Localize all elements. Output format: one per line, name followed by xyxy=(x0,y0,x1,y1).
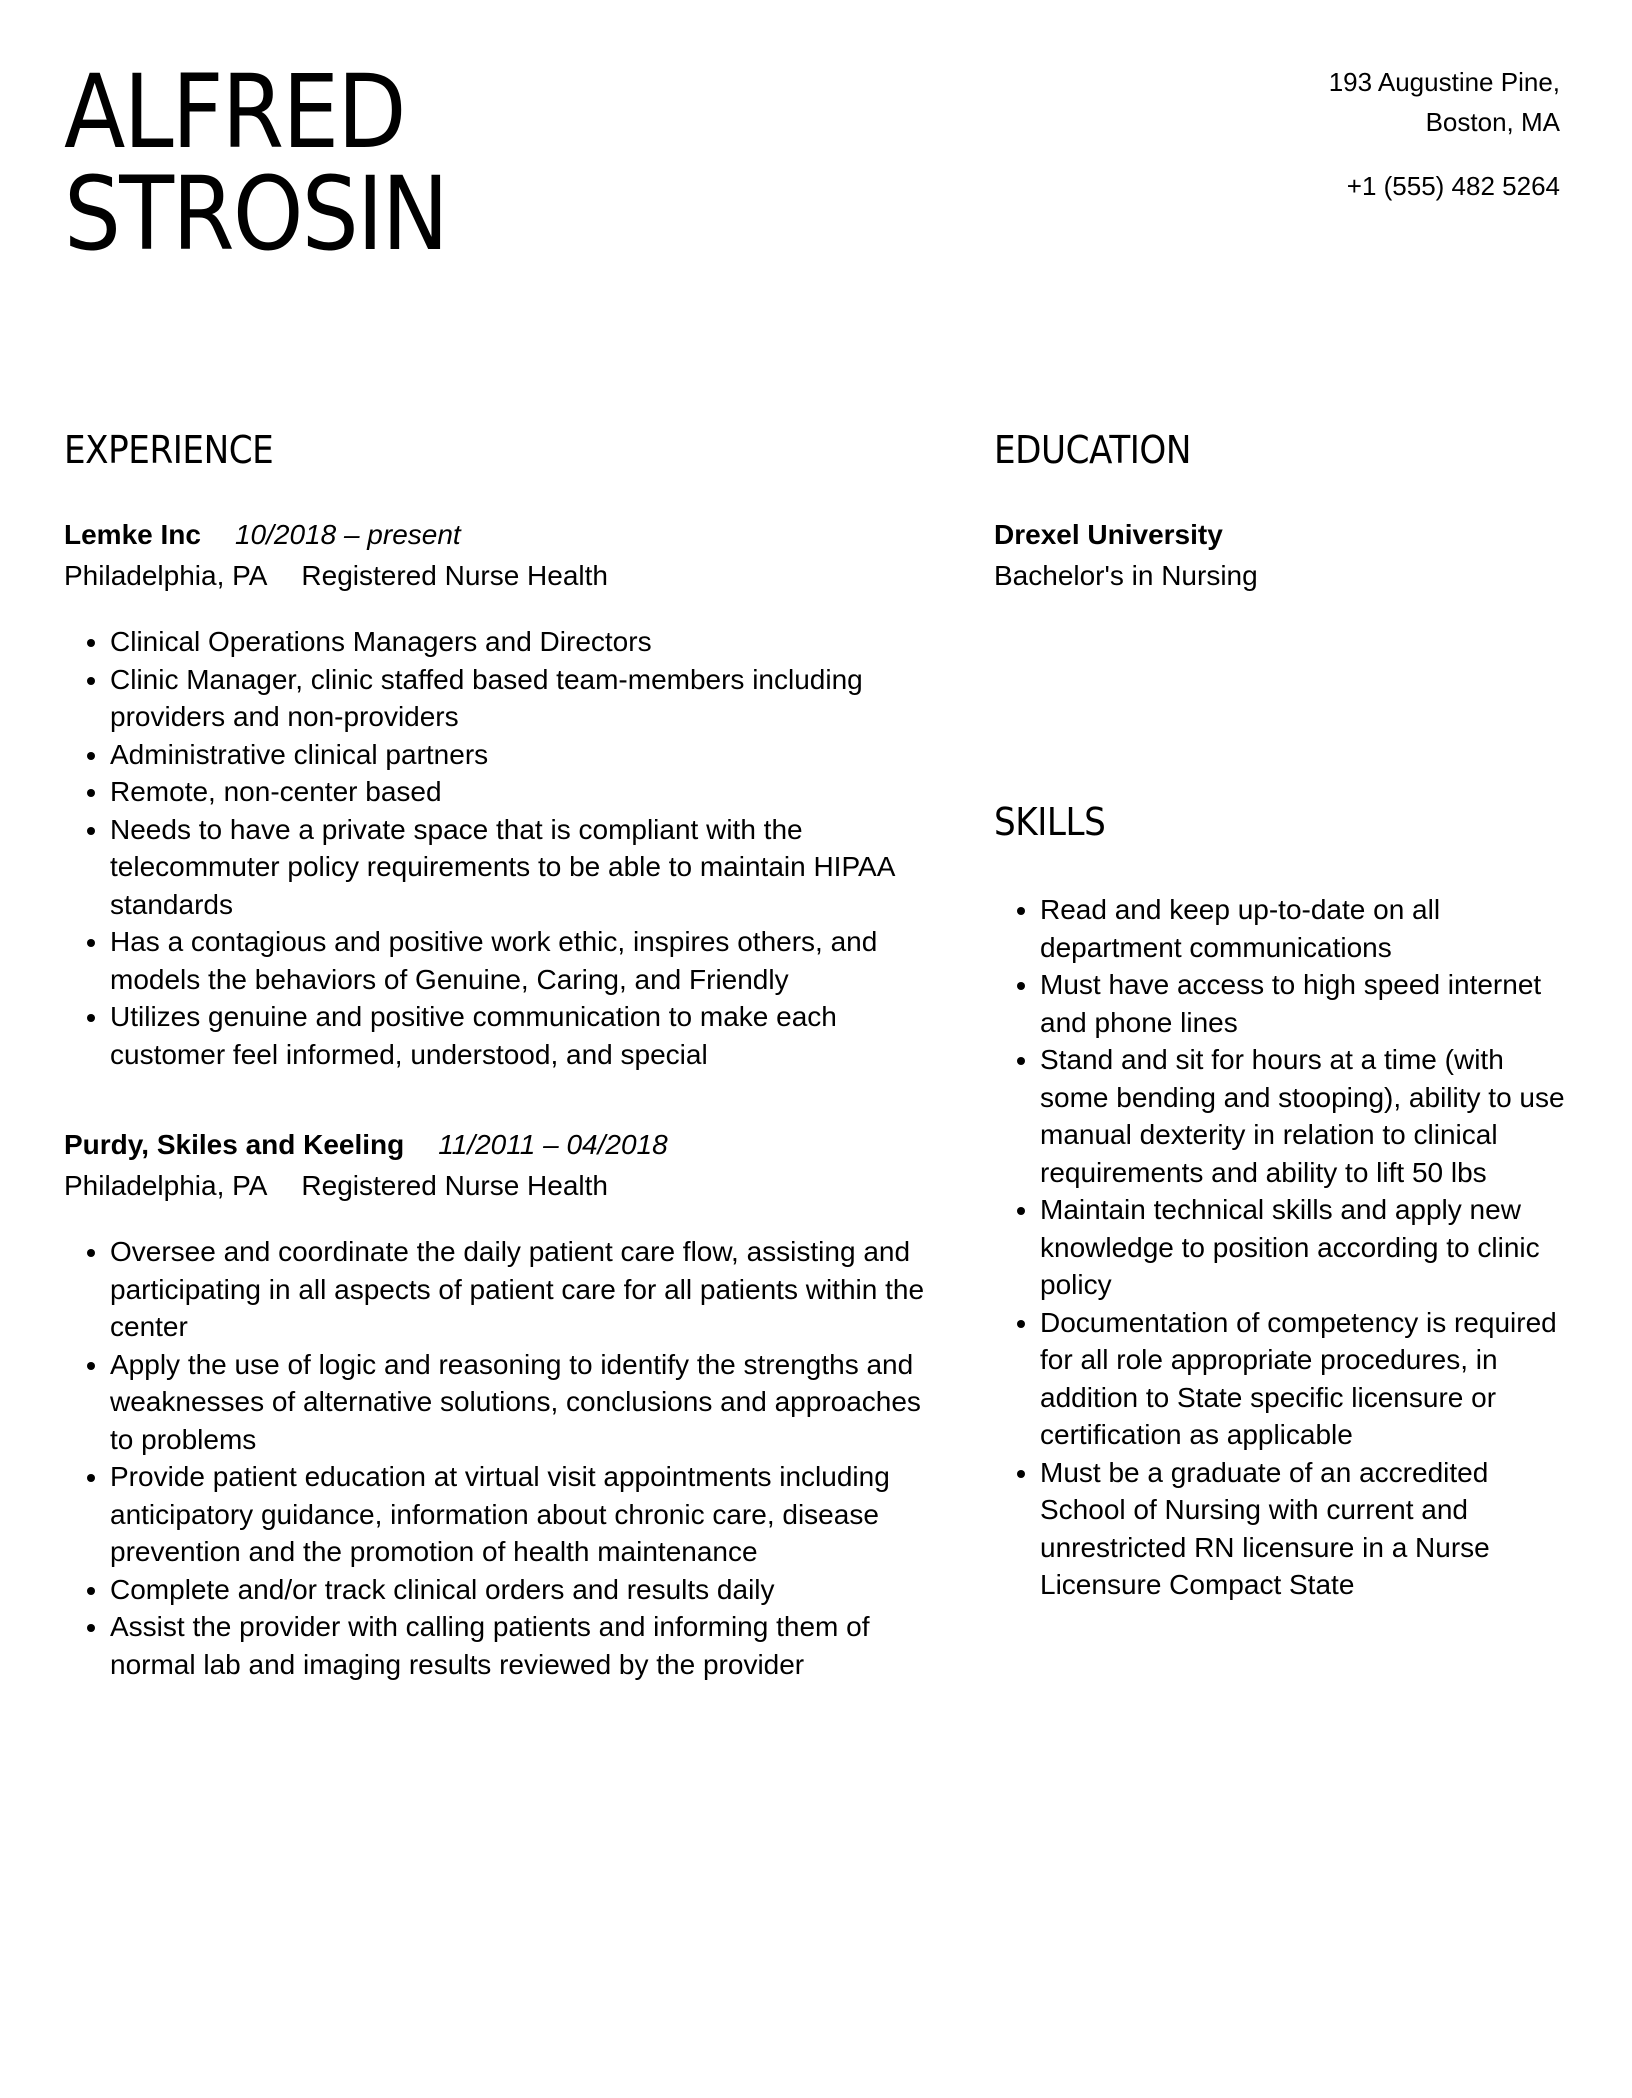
list-item: • Clinical Operations Managers and Directors xyxy=(110,623,944,661)
job-role: Registered Nurse Health xyxy=(301,1170,608,1201)
job-subheader xyxy=(64,555,944,597)
job-location: Philadelphia, PA xyxy=(64,560,268,591)
list-item: • Utilizes genuine and positive communication to make each customer feel informed, understood, and special xyxy=(110,998,944,1073)
list-item: • Has a contagious and positive work ethic, inspires others, and models the behaviors of Genuine, Caring, and Friendly xyxy=(110,923,944,998)
school-name: Drexel University xyxy=(994,519,1223,550)
list-item: • Remote, non-center based xyxy=(110,773,944,811)
list-item: • Documentation of competency is required for all role appropriate procedures, in addition to State specific licensure or certification as applicable xyxy=(1040,1304,1574,1454)
phone-number: +1 (555) 482 5264 xyxy=(1346,171,1560,201)
job-subheader xyxy=(64,1165,944,1207)
list-item: • Read and keep up-to-date on all department communications xyxy=(1040,891,1574,966)
job-entry xyxy=(64,515,944,1073)
job-bullet-list xyxy=(64,623,944,1073)
degree: Bachelor's in Nursing xyxy=(994,560,1258,591)
list-item: • Stand and sit for hours at a time (with some bending and stooping), ability to use manual dexterity in relation to clinical requirements and ability to lift 50 lbs xyxy=(1040,1041,1574,1191)
list-item: • Maintain technical skills and apply new knowledge to position according to clinic policy xyxy=(1040,1191,1574,1304)
list-item: • Provide patient education at virtual visit appointments including anticipatory guidance, information about chronic care, disease prevention and the promotion of health maintenance xyxy=(110,1458,944,1571)
list-item: • Must have access to high speed internet and phone lines xyxy=(1040,966,1574,1041)
company-name: Lemke Inc xyxy=(64,519,201,550)
job-dates: 10/2018 – present xyxy=(234,519,461,550)
job-location: Philadelphia, PA xyxy=(64,1170,268,1201)
job-bullet-list xyxy=(64,1233,944,1683)
skills-title: SKILLS xyxy=(994,800,1106,844)
experience-title: EXPERIENCE xyxy=(64,428,274,472)
skills-section xyxy=(994,797,1574,1604)
list-item: • Needs to have a private space that is compliant with the telecommuter policy requirements to be able to maintain HIPAA standards xyxy=(110,811,944,924)
skills-list xyxy=(994,891,1574,1604)
job-entry xyxy=(64,1125,944,1683)
job-header xyxy=(64,515,944,555)
first-name: ALFRED xyxy=(64,53,405,172)
address-line-1: 193 Augustine Pine, xyxy=(1328,67,1560,97)
job-dates: 11/2011 – 04/2018 xyxy=(438,1129,668,1160)
list-item: • Apply the use of logic and reasoning to identify the strengths and weaknesses of alternative solutions, conclusions and approaches to problems xyxy=(110,1346,944,1459)
list-item: • Oversee and coordinate the daily patient care flow, assisting and participating in all aspects of patient care for all patients within the center xyxy=(110,1233,944,1346)
job-header xyxy=(64,1125,944,1165)
last-name: STROSIN xyxy=(64,155,448,274)
education-section xyxy=(994,425,1574,597)
address-line-2: Boston, MA xyxy=(1425,107,1560,137)
education-title: EDUCATION xyxy=(994,428,1192,472)
candidate-name xyxy=(64,53,448,274)
list-item: • Assist the provider with calling patients and informing them of normal lab and imaging results reviewed by the provider xyxy=(110,1608,944,1683)
company-name: Purdy, Skiles and Keeling xyxy=(64,1129,405,1160)
contact-info xyxy=(1329,62,1560,206)
list-item: • Complete and/or track clinical orders and results daily xyxy=(110,1571,944,1609)
list-item: • Clinic Manager, clinic staffed based team-members including providers and non-providers xyxy=(110,661,944,736)
experience-section xyxy=(64,425,944,1735)
list-item: • Must be a graduate of an accredited School of Nursing with current and unrestricted RN licensure in a Nurse Licensure Compact State xyxy=(1040,1454,1574,1604)
list-item: • Administrative clinical partners xyxy=(110,736,944,774)
job-role: Registered Nurse Health xyxy=(301,560,608,591)
